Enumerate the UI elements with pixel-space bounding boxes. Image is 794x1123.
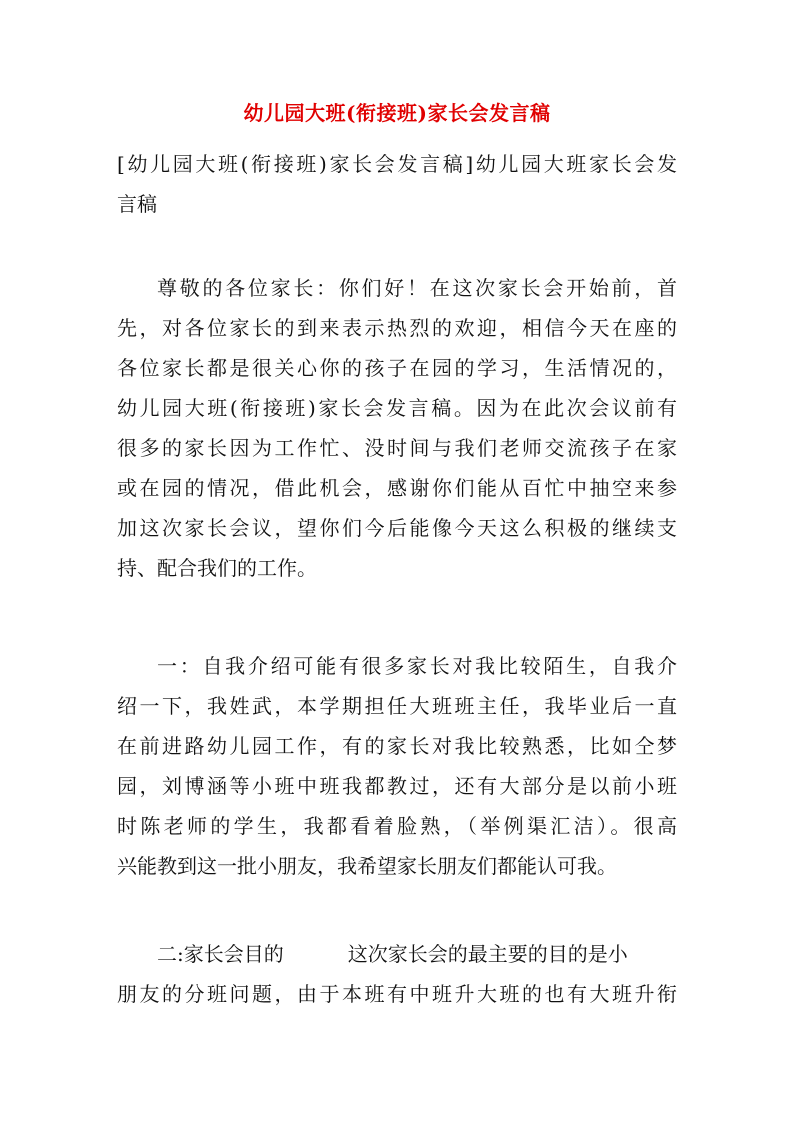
paragraph-line: 在前进路幼儿园工作，有的家长对我比较熟悉，比如仝梦: [117, 734, 677, 758]
paragraph-self-introduction: [117, 646, 677, 886]
paragraph-greeting: [117, 268, 677, 588]
paragraph-line: 时陈老师的学生，我都看着脸熟，（举例渠汇洁）。很高: [117, 814, 677, 838]
paragraph-line: 绍一下，我姓武，本学期担任大班班主任，我毕业后一直: [117, 694, 677, 718]
paragraph-line: 很多的家长因为工作忙、没时间与我们老师交流孩子在家: [117, 436, 677, 460]
subtitle-line: 言稿: [117, 192, 157, 216]
paragraph-meeting-purpose: [117, 934, 677, 1014]
paragraph-line: 园，刘博涵等小班中班我都教过，还有大部分是以前小班: [117, 774, 677, 798]
document-subtitle: [117, 144, 677, 224]
paragraph-line: 一：自我介绍可能有很多家长对我比较陌生，自我介: [157, 654, 677, 678]
paragraph-text: 这次家长会的最主要的目的是小: [347, 942, 628, 966]
paragraph-line: [117, 934, 677, 974]
paragraph-line: 尊敬的各位家长：你们好！在这次家长会开始前，首: [157, 276, 677, 300]
paragraph-line: 兴能教到这一批小朋友，我希望家长朋友们都能认可我。: [117, 854, 617, 878]
subtitle-line: [幼儿园大班(衔接班)家长会发言稿]幼儿园大班家长会发: [117, 152, 677, 176]
paragraph-line: 或在园的情况，借此机会，感谢你们能从百忙中抽空来参: [117, 476, 677, 500]
paragraph-line: 加这次家长会议，望你们今后能像今天这么积极的继续支: [117, 516, 677, 540]
paragraph-line: 先，对各位家长的到来表示热烈的欢迎，相信今天在座的: [117, 316, 677, 340]
document-title: 幼儿园大班(衔接班)家长会发言稿: [243, 101, 551, 125]
paragraph-line: 幼儿园大班(衔接班)家长会发言稿。因为在此次会议前有: [117, 396, 677, 420]
paragraph-line: 朋友的分班问题，由于本班有中班升大班的也有大班升衔: [117, 982, 677, 1006]
paragraph-line: 各位家长都是很关心你的孩子在园的学习，生活情况的，: [117, 356, 677, 380]
section-heading: 二:家长会目的: [157, 942, 284, 966]
paragraph-line: 持、配合我们的工作。: [117, 556, 317, 580]
